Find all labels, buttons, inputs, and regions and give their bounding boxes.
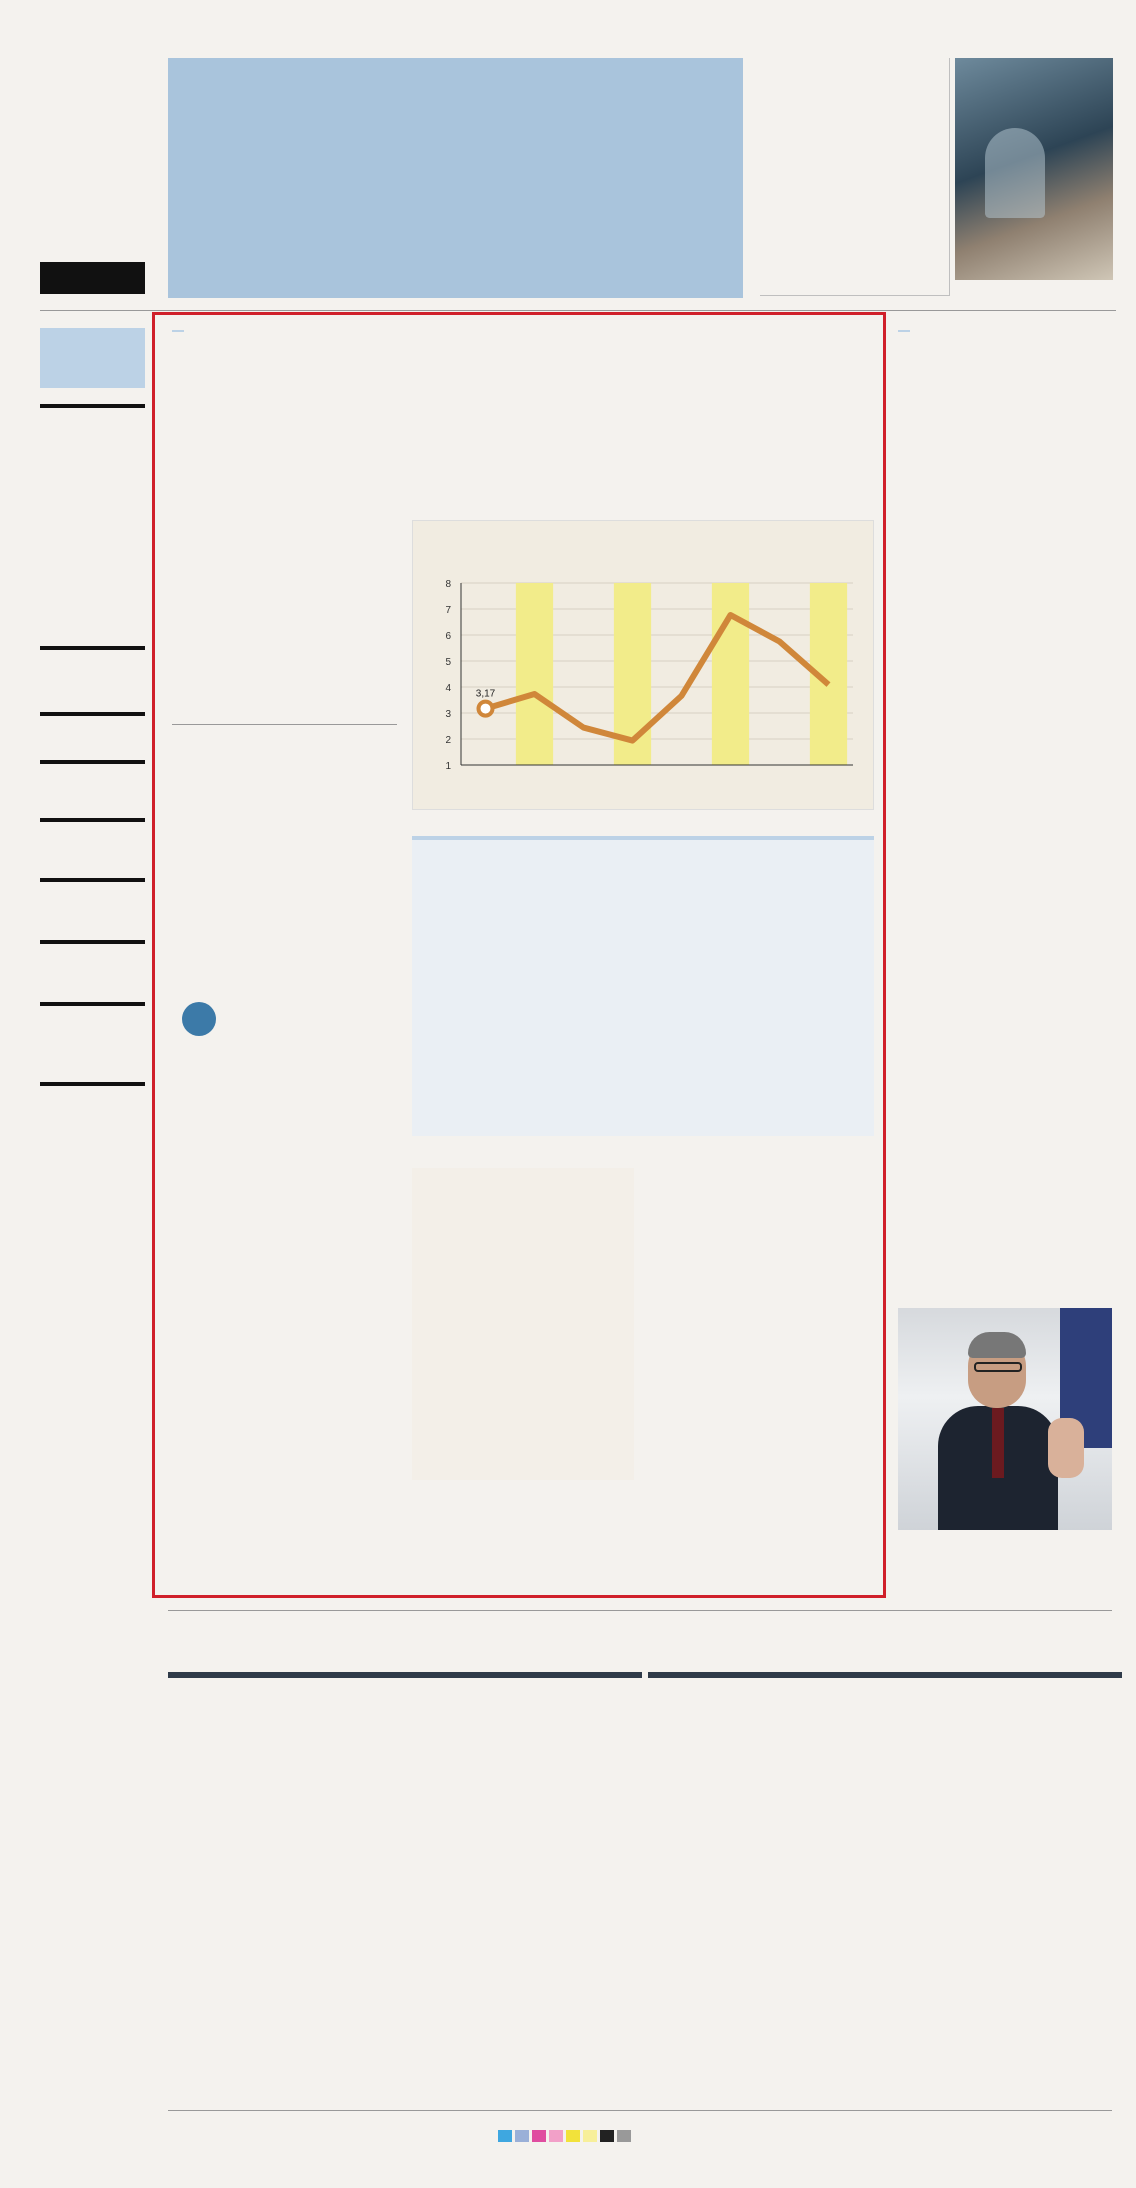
petroleo-block [40,878,145,886]
pull-quote [172,1002,272,1044]
reg-mark [515,2130,529,2142]
uvr-label [40,760,145,764]
euro-label [40,646,145,650]
azucar-label [40,940,145,944]
enterese-block [40,1082,145,1092]
euro-block [40,646,145,654]
section-banner [168,58,743,298]
reg-mark [498,2130,512,2142]
dolar-label [40,404,145,408]
director-photo [898,1308,1112,1530]
photo-figure [985,128,1045,218]
photo-hair [968,1332,1026,1358]
reg-mark [600,2130,614,2142]
cafe-block [40,818,145,826]
azucar-block [40,940,145,948]
reg-mark [549,2130,563,2142]
enterese-label [40,1082,145,1086]
column-band [516,583,553,765]
metales-block [40,1002,145,1010]
stocks-panel-title [168,1672,642,1678]
uvr-block [40,760,145,768]
article-column-1 [172,772,404,776]
y-tick-label: 7 [445,605,451,616]
reg-mark [532,2130,546,2142]
teaser-photo [955,58,1113,280]
bottom-divider [168,2110,1112,2111]
dolar-block [40,404,145,418]
y-tick-label: 6 [445,631,451,642]
markets-divider [168,1610,1112,1611]
teaser-story[interactable] [760,58,950,296]
registration-marks [498,2130,631,2142]
photo-glasses [974,1362,1022,1372]
reg-mark [617,2130,631,2142]
stocks-panel-right [648,1672,1122,1678]
data-label: 3,17 [475,688,496,700]
cafe-label [40,818,145,822]
metales-label [40,1002,145,1006]
interes-label [40,712,145,716]
ipc-cities-box [412,836,874,1136]
y-tick-label: 3 [445,709,451,720]
logo-bar [40,262,145,294]
y-tick-label: 5 [445,657,451,668]
stocks-panel-left [168,1672,642,1678]
y-tick-label: 1 [445,761,451,772]
sidebar-title [40,328,145,388]
y-tick-label: 2 [445,735,451,746]
data-point [479,702,493,716]
column-band [712,583,749,765]
inflation-line-chart [412,520,874,810]
y-tick-label: 4 [445,683,451,694]
photo-tie [992,1408,1004,1478]
article-column-1-mid [172,998,404,1048]
stocks-panel-title [648,1672,1122,1678]
petroleo-label [40,878,145,882]
chart-svg [413,565,875,789]
y-tick-label: 8 [445,579,451,590]
main-section-tag [172,330,184,332]
deck-divider [172,724,397,725]
exclamation-icon [182,1002,216,1036]
right-section-tag [898,330,910,332]
header-divider [40,310,1116,311]
ipc-categories-table [412,1168,634,1480]
photo-hand [1048,1418,1084,1478]
reg-mark [566,2130,580,2142]
interes-block [40,712,145,720]
reg-mark [583,2130,597,2142]
